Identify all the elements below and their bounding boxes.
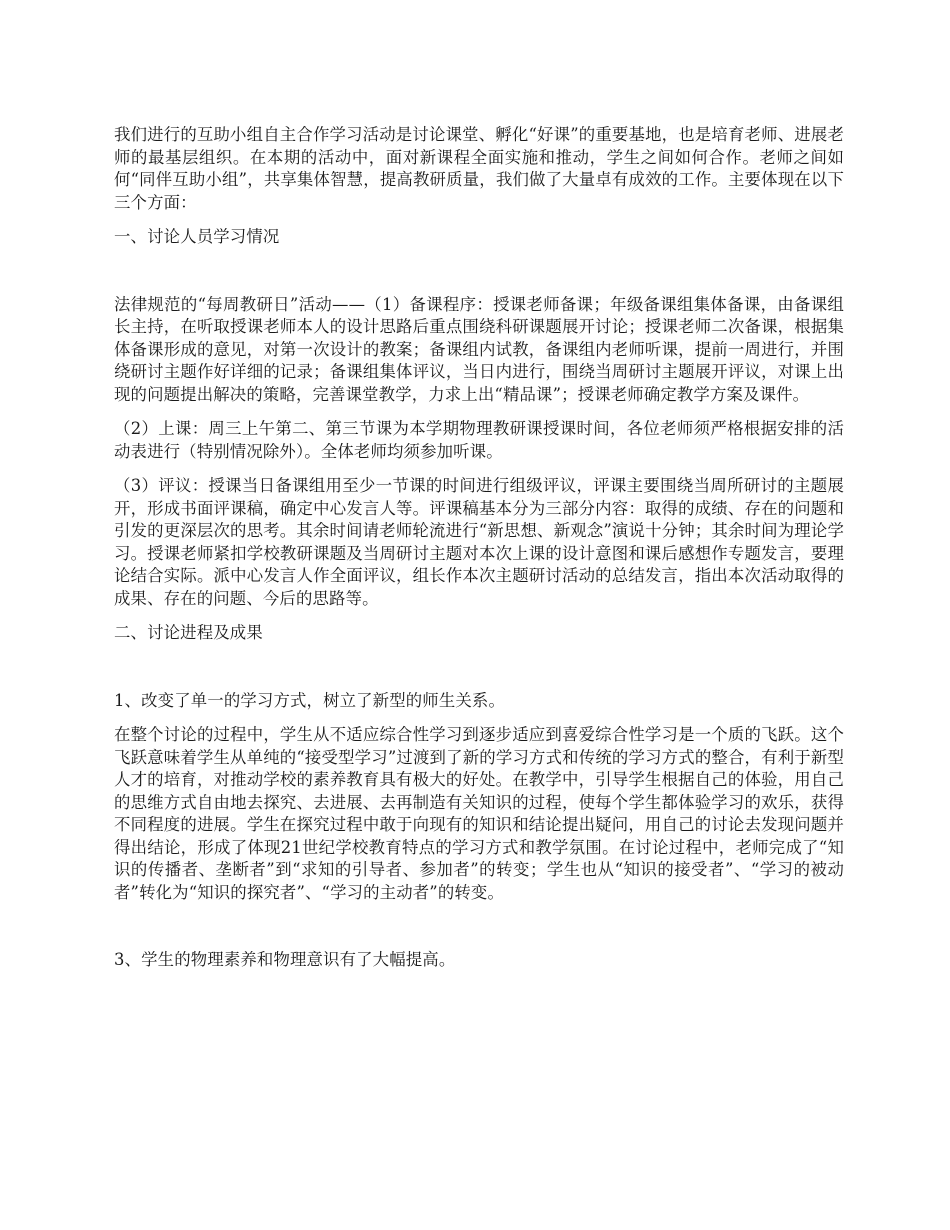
document-page xyxy=(114,124,844,972)
paragraph-class: （2）上课：周三上午第二、第三节课为本学期物理教研课授课时间，各位老师须严格根据安排的活动表进行（特别情况除外）。全体老师均须参加听课。 xyxy=(114,419,844,461)
point-1-title: 1、改变了单一的学习方式，树立了新型的师生关系。 xyxy=(114,690,506,710)
paragraph-review: （3）评议：授课当日备课组用至少一节课的时间进行组级评议，评课主要围绕当周所研讨的主题展开，形成书面评课稿，确定中心发言人等。评课稿基本分为三部分内容：取得的成绩、存在的问题和引发的更深层次的思考。其余时间请老师轮流进行“新思想、新观念”演说十分钟；其余时间为理论学习。授课老师紧扣学校教研课题及当周研讨主题对本次上课的设计意图和课后感想作专题发言，要理论结合实际。派中心发言人作全面评议，组长作本次主题研讨活动的总结发言，指出本次活动取得的成果、存在的问题、今后的思路等。 xyxy=(114,476,844,608)
paragraph-lesson-prep: 法律规范的“每周教研日”活动——（1）备课程序：授课老师备课；年级备课组集体备课，由备课组长主持，在听取授课老师本人的设计思路后重点围绕科研课题展开讨论；授课老师二次备课，根据集体备课形成的意见，对第一次设计的教案；备课组内试教，备课组内老师听课，提前一周进行，并围绕研讨主题作好详细的记录；备课组集体评议，当日内进行，围绕当周研讨主题展开评议，对课上出现的问题提出解决的策略，完善课堂教学，力求上出“精品课”；授课老师确定教学方案及课件。 xyxy=(114,294,844,404)
point-3-title: 3、学生的物理素养和物理意识有了大幅提高。 xyxy=(114,950,456,969)
section-heading-1: 一、讨论人员学习情况 xyxy=(114,227,280,246)
section-heading-2: 二、讨论进程及成果 xyxy=(114,623,263,642)
intro-paragraph: 我们进行的互助小组自主合作学习活动是讨论课堂、孵化“好课”的重要基地，也是培育老师、进展老师的最基层组织。在本期的活动中，面对新课程全面实施和推动，学生之间如何合作。老师之间如何“同伴互助小组”，共享集体智慧，提高教研质量，我们做了大量卓有成效的工作。主要体现在以下三个方面： xyxy=(114,125,844,212)
point-1-body: 在整个讨论的过程中，学生从不适应综合性学习到逐步适应到喜爱综合性学习是一个质的飞跃。这个飞跃意味着学生从单纯的“接受型学习”过渡到了新的学习方式和传统的学习方式的整合，有利于新型人才的培育，对推动学校的素养教育具有极大的好处。在教学中，引导学生根据自己的体验，用自己的思维方式自由地去探究、去进展、去再制造有关知识的过程，使每个学生都体验学习的欢乐，获得不同程度的进展。学生在探究过程中敢于向现有的知识和结论提出疑问，用自己的讨论去发现问题并得出结论，形成了体现21世纪学校教育特点的学习方式和教学氛围。在讨论过程中，老师完成了“知识的传播者、垄断者”到“求知的引导者、参加者”的转变；学生也从“知识的接受者”、“学习的被动者”转化为“知识的探究者”、“学习的主动者”的转变。 xyxy=(114,725,844,902)
